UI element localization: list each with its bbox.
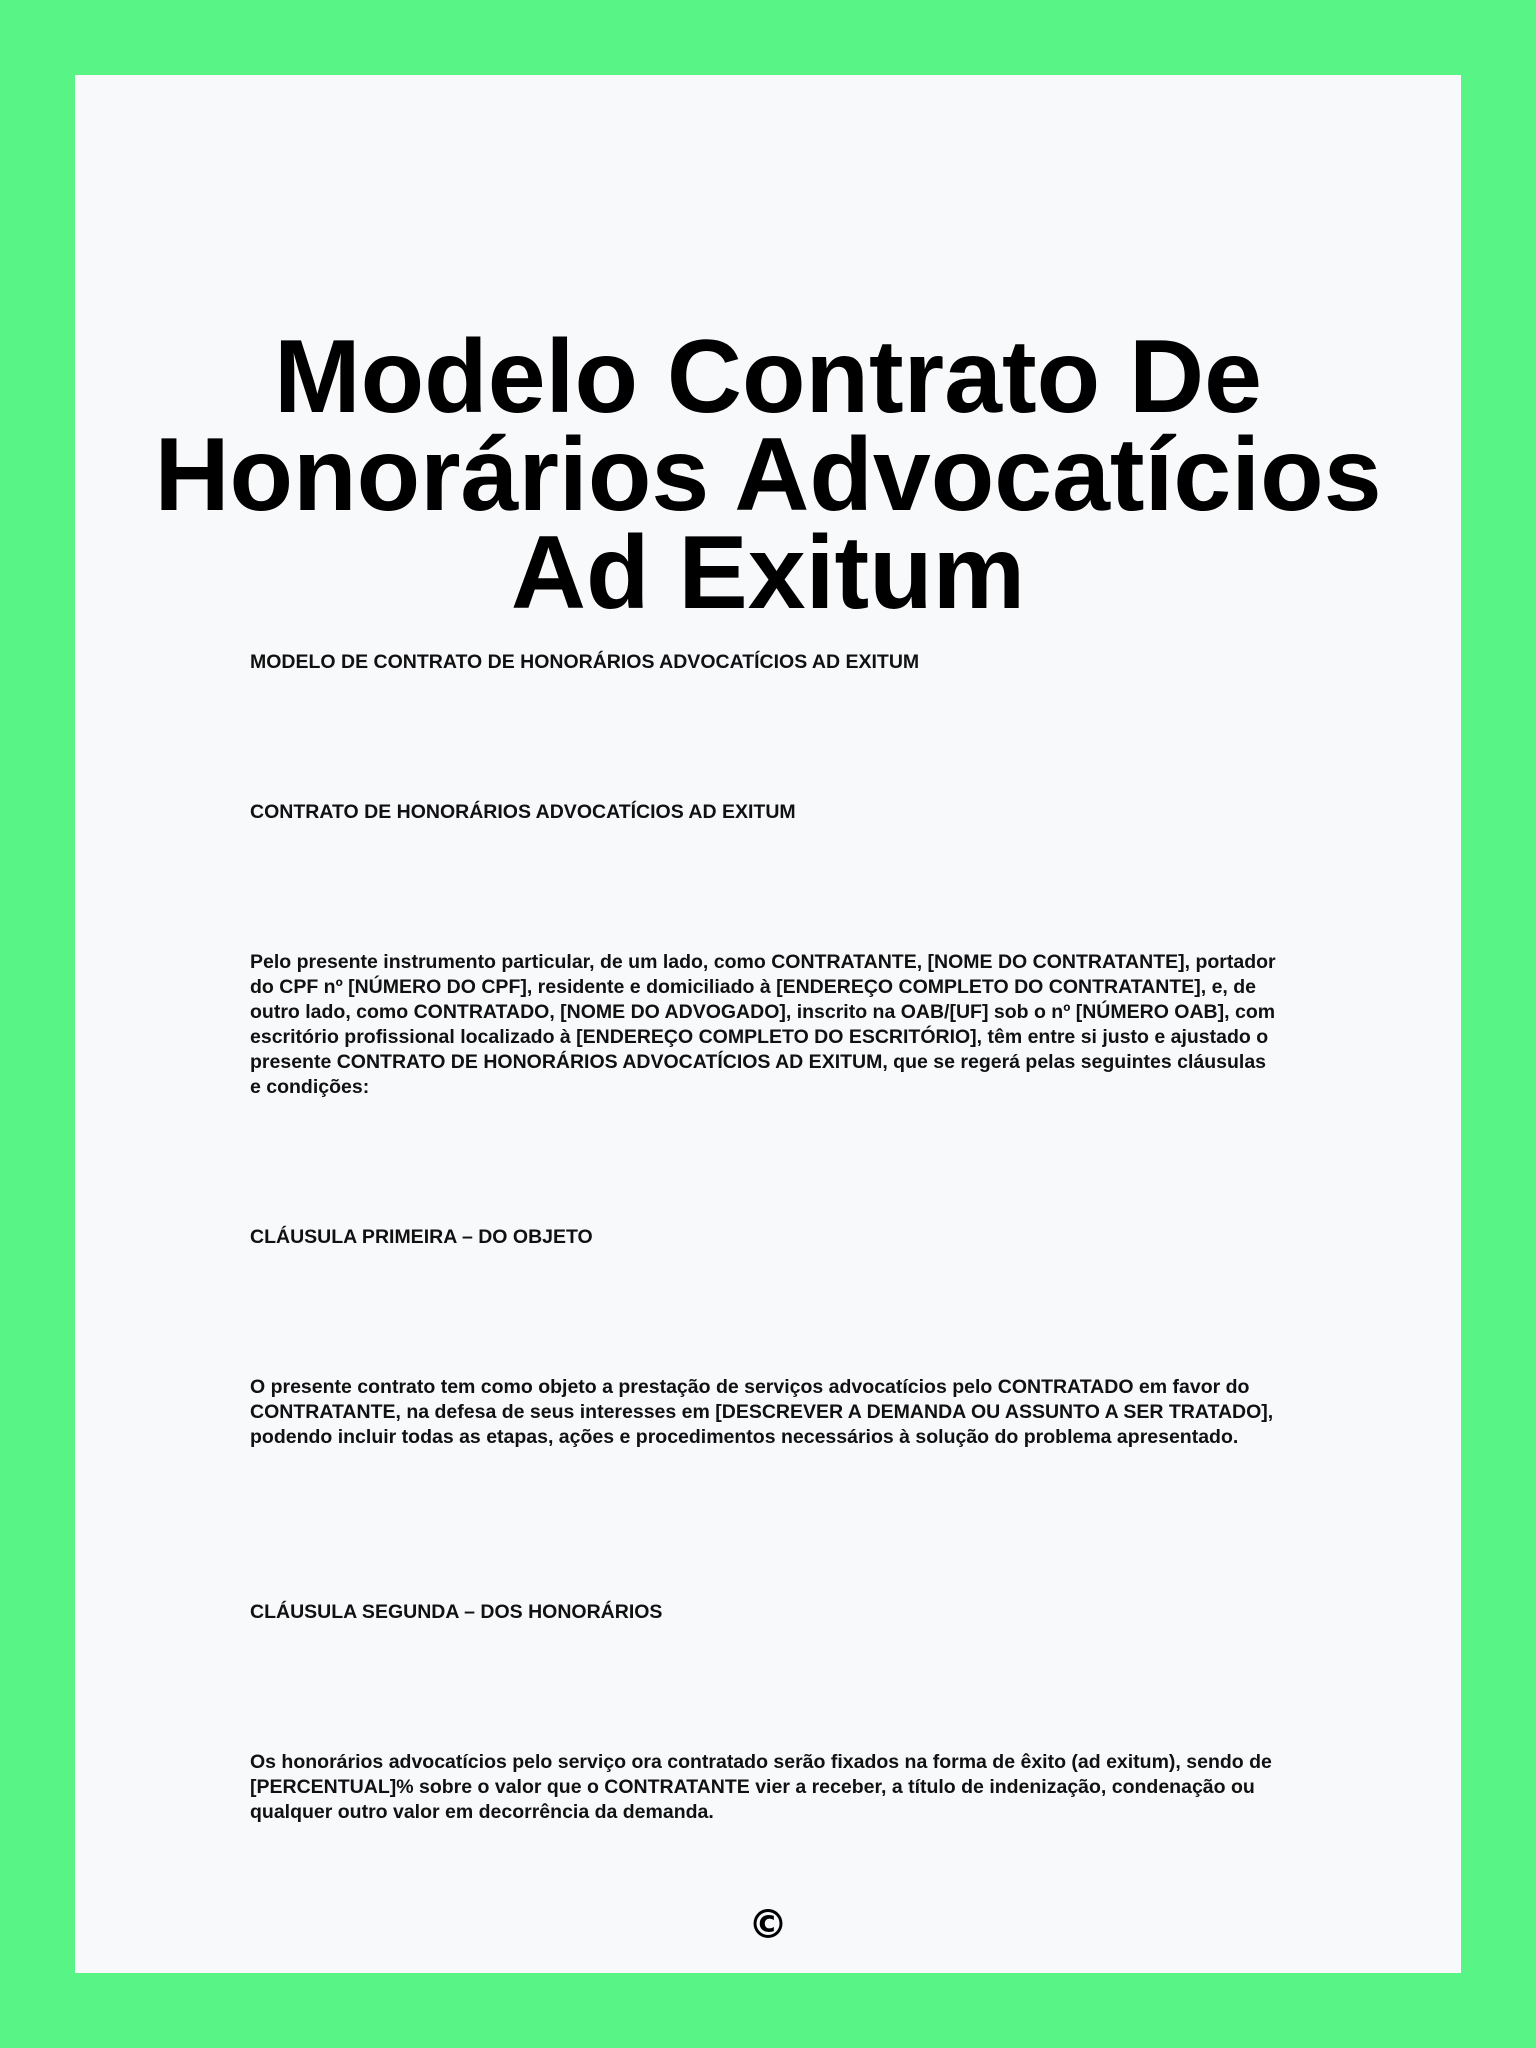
clause2-heading: CLÁUSULA SEGUNDA – DOS HONORÁRIOS: [250, 1601, 663, 1623]
heading-contract: CONTRATO DE HONORÁRIOS ADVOCATÍCIOS AD EXITUM: [250, 801, 796, 823]
heading-main: MODELO DE CONTRATO DE HONORÁRIOS ADVOCATÍCIOS AD EXITUM: [250, 651, 920, 673]
clause1-text: O presente contrato tem como objeto a prestação de serviços advocatícios pelo CONTRATADO em favor do CONTRATANTE, na defesa de seus interesses em [DESCREVER A DEMANDA OU ASSUNTO A SER TRATADO], podendo incluir todas as etapas, ações e procedimentos necessários à solução do problema apresentado.: [250, 1376, 1274, 1448]
copyright-icon: ©: [748, 1902, 788, 1948]
page-title: Modelo Contrato De Honorários Advocatícios Ad Exitum: [154, 319, 1382, 631]
clause2-text: Os honorários advocatícios pelo serviço ora contratado serão fixados na forma de êxito (ad exitum), sendo de [PERCENTUAL]% sobre o valor que o CONTRATANTE vier a receber, a título de indenização, condenação ou qualquer outro valor em decorrência da demanda.: [250, 1751, 1272, 1823]
intro-paragraph: Pelo presente instrumento particular, de um lado, como CONTRATANTE, [NOME DO CONTRATANTE], portador do CPF nº [NÚMERO DO CPF], residente e domiciliado à [ENDEREÇO COMPLETO DO CONTRATANTE], e, de outro lado, como CONTRATADO, [NOME DO ADVOGADO], inscrito na OAB/[UF] sob o nº [NÚMERO OAB], com escritório profissional localizado à [ENDEREÇO COMPLETO DO ESCRITÓRIO], têm entre si justo e ajustado o presente CONTRATO DE HONORÁRIOS ADVOCATÍCIOS AD EXITUM, que se regerá pelas seguintes cláusulas e condições:: [250, 951, 1276, 1098]
clause1-heading: CLÁUSULA PRIMEIRA – DO OBJETO: [250, 1226, 593, 1248]
document-page: [75, 75, 1461, 1973]
